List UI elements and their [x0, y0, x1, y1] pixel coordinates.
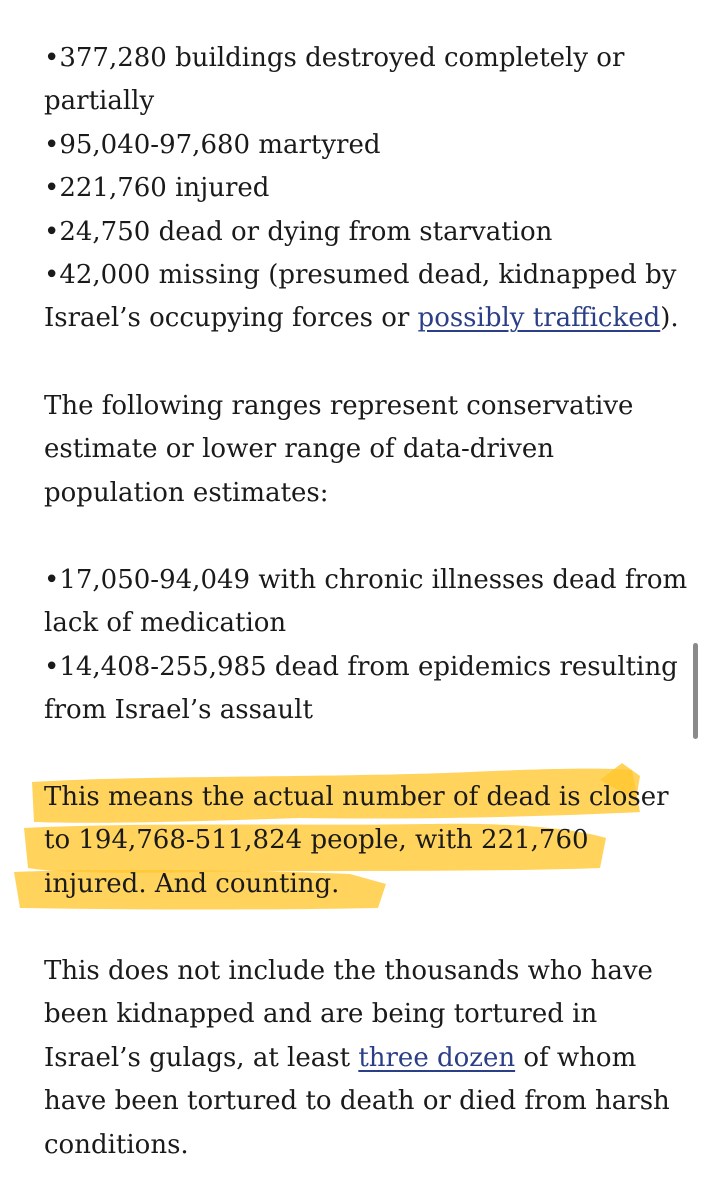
ranges-paragraph — [44, 385, 684, 515]
scrollbar-thumb[interactable] — [693, 643, 698, 739]
ranges-line3: population estimates: — [44, 477, 329, 508]
closing-paragraph — [44, 950, 684, 1167]
highlighted-line1: This means the actual number of dead is closer — [44, 782, 669, 812]
bullet-starvation: •24,750 dead or dying from starvation — [44, 216, 553, 247]
possibly-trafficked-link[interactable]: possibly trafficked — [417, 303, 661, 334]
bullet-missing-line1: •42,000 missing (presumed dead, kidnapped by — [44, 260, 677, 291]
missing-text-before: Israel’s occupying forces or — [44, 303, 418, 334]
highlighted-line3: injured. And counting. — [44, 868, 340, 899]
highlighted-paragraph — [44, 776, 684, 906]
bullet-martyred: •95,040-97,680 martyred — [44, 129, 381, 160]
missing-text-after: ). — [660, 303, 679, 334]
highlighted-line2: to 194,768-511,824 people, with 221,760 — [44, 825, 589, 856]
three-dozen-link[interactable]: three dozen — [358, 1042, 516, 1073]
casualty-bullet-list — [44, 37, 684, 341]
closing-text-after: of whom — [515, 1042, 637, 1073]
bullet-chronic-line2: lack of medication — [44, 608, 287, 639]
closing-line4: have been tortured to death or died from harsh — [44, 1086, 670, 1117]
ranges-line1: The following ranges represent conservative — [44, 391, 634, 421]
bullet-epidemics-line2: from Israel’s assault — [44, 695, 313, 726]
ranges-line2: estimate or lower range of data-driven — [44, 434, 554, 465]
closing-line2: been kidnapped and are being tortured in — [44, 999, 598, 1030]
bullet-injured: •221,760 injured — [44, 173, 270, 204]
closing-line1: This does not include the thousands who have — [44, 956, 653, 986]
bullet-buildings-line2: partially — [44, 86, 155, 117]
bullet-missing-line2 — [44, 297, 684, 340]
bullet-epidemics-line1: •14,408-255,985 dead from epidemics resulting — [44, 651, 678, 682]
closing-line3 — [44, 1037, 684, 1080]
closing-text-before: Israel’s gulags, at least — [44, 1042, 359, 1073]
estimates-bullet-list — [44, 559, 688, 733]
closing-line5: conditions. — [44, 1129, 189, 1160]
bullet-buildings-line1: •377,280 buildings destroyed completely or — [44, 43, 625, 73]
bullet-chronic-line1: •17,050-94,049 with chronic illnesses dead from — [44, 565, 688, 595]
